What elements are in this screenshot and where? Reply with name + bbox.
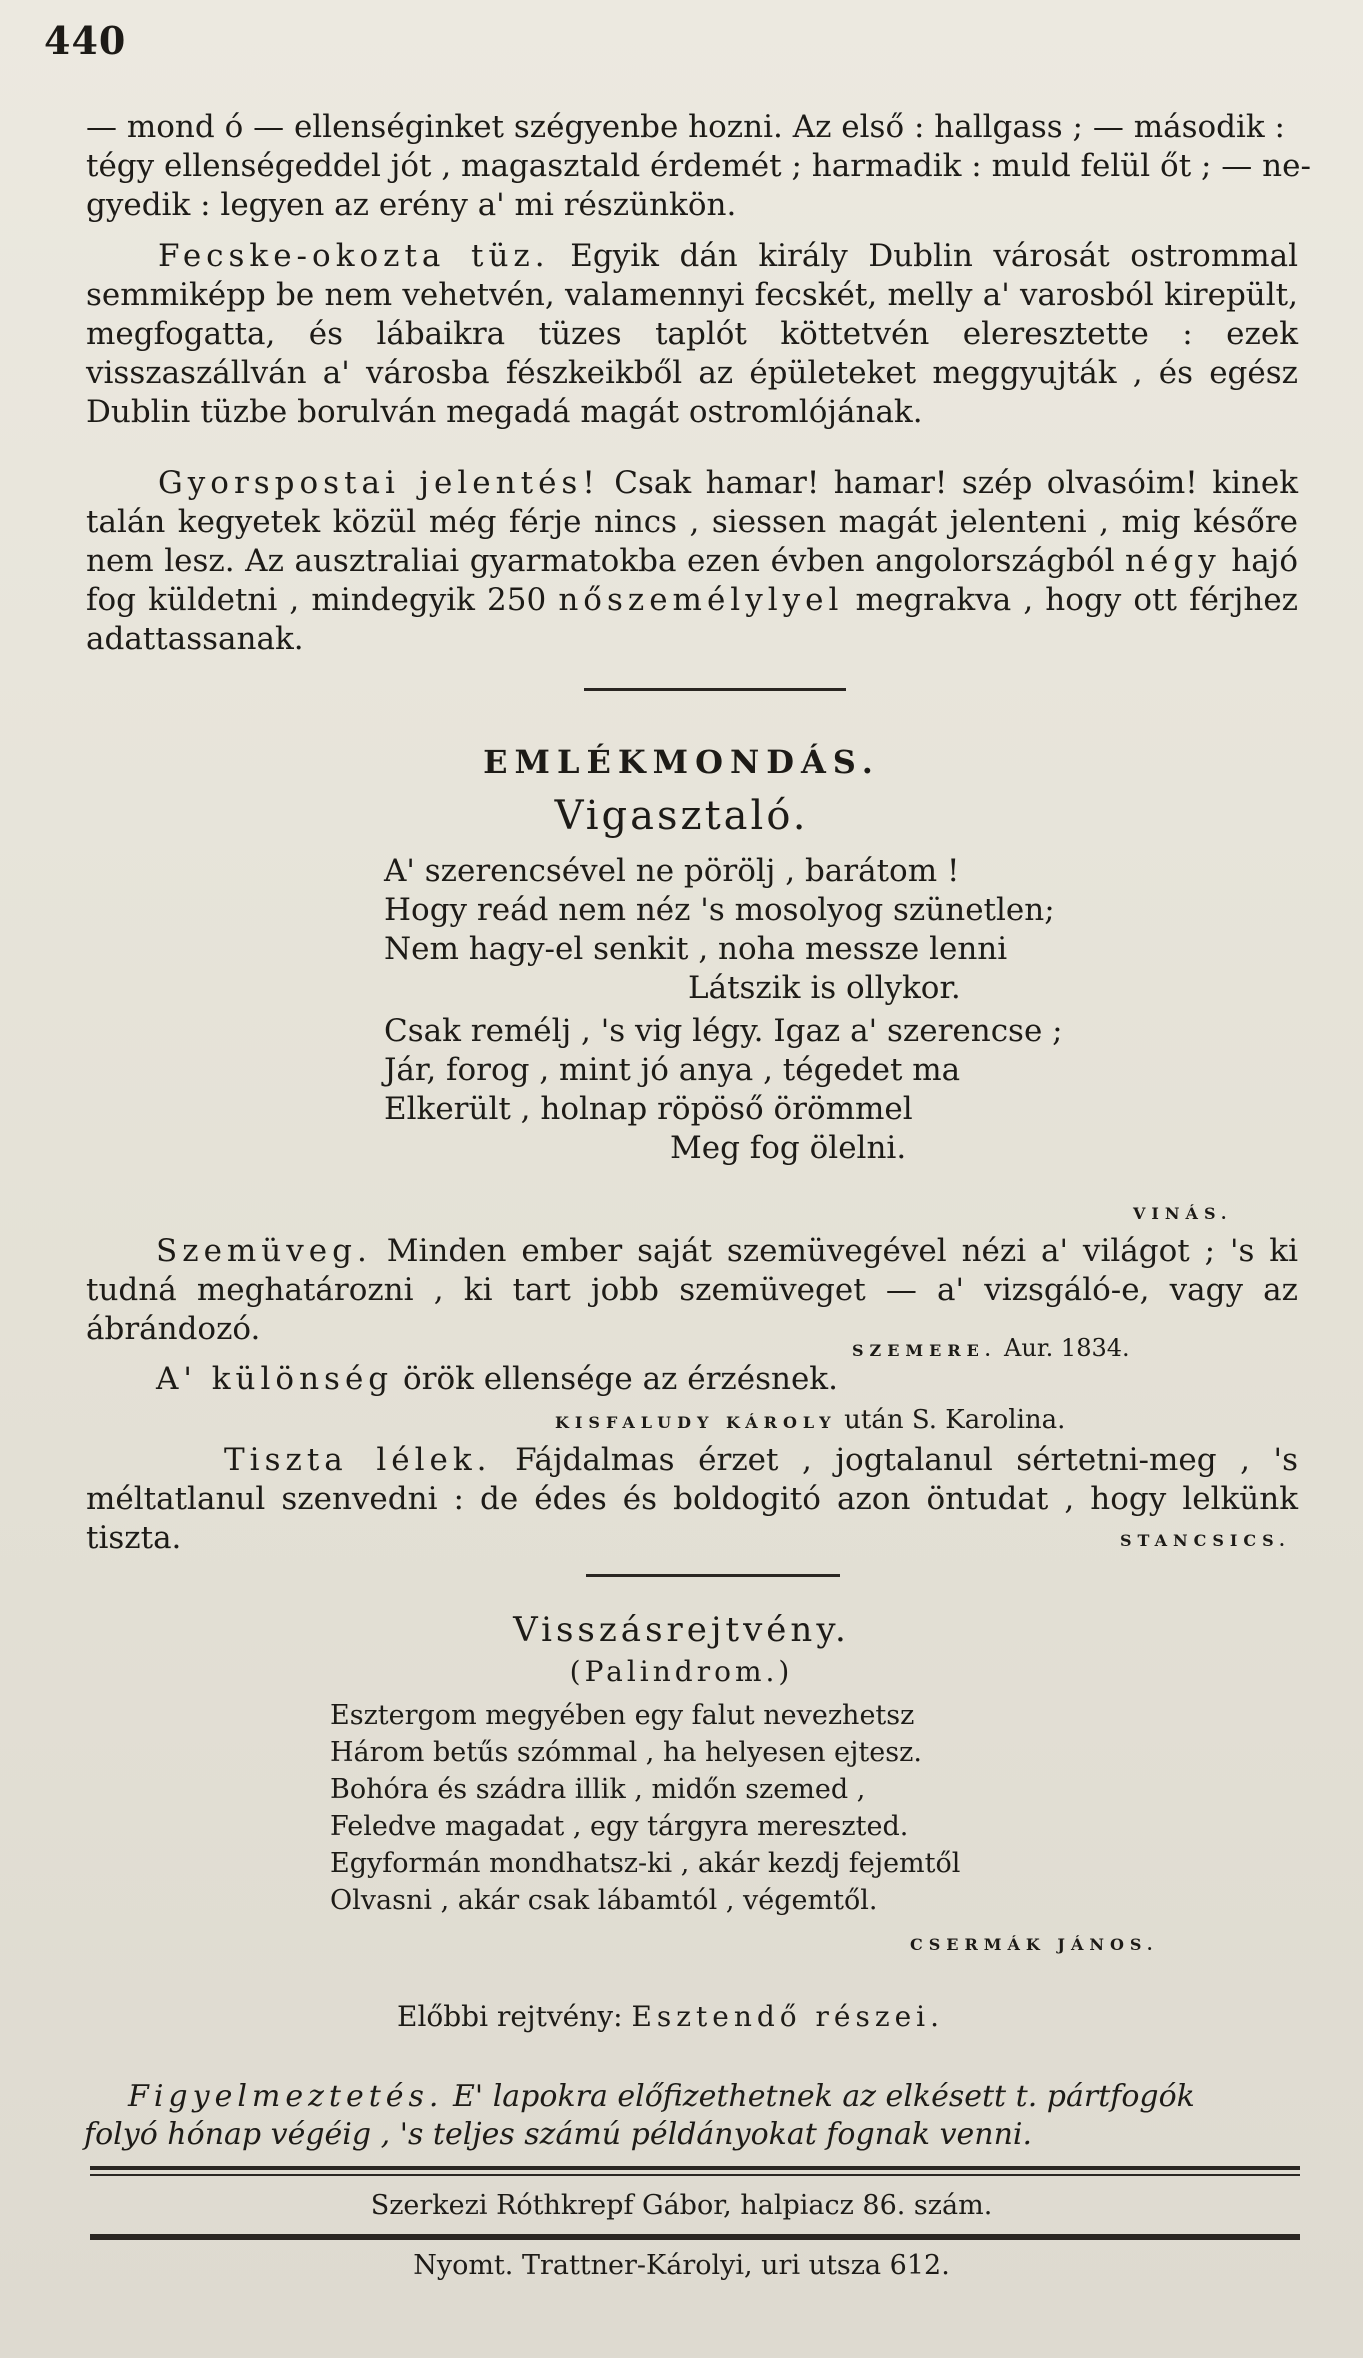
gyorsposta-text: hajó fog küldetni , mindegyik 250	[86, 543, 1299, 618]
signature: STANCSICS.	[1120, 1531, 1291, 1550]
gyorsposta-paragraph	[86, 464, 1298, 659]
verse-line: Esztergom megyében egy falut nevezhetsz	[330, 1700, 915, 1731]
divider	[586, 1574, 840, 1577]
szemuveg-text: Minden ember saját szemüvegével nézi a' világot ; 's ki tudná meghatározni , ki tart jobb szemüveget — a' vizsgáló-e, vagy az ábrándozó.	[86, 1233, 1298, 1347]
intro-line: — mond ó — ellenséginket szégyenbe hozni. Az első : hallgass ; — második :	[86, 109, 1285, 145]
poem-title: Vigasztaló.	[554, 793, 809, 839]
poem-line: Elkerült , holnap röpöső örömmel	[384, 1091, 913, 1127]
tiszta-title: Tiszta lélek.	[224, 1442, 492, 1478]
rejtveny-verse	[330, 1697, 960, 1919]
emlekmondas-heading: EMLÉKMONDÁS.	[483, 743, 880, 781]
signature-name: KISFALUDY KÁROLY	[555, 1413, 837, 1432]
page-number: 440	[44, 18, 127, 63]
elobbi-answer: Esztendő részei.	[631, 2000, 945, 2033]
gyorsposta-text: megrakva , hogy ott férjhez adattassanak.	[86, 582, 1298, 657]
verse-line: Három betűs szómmal , ha helyesen ejtesz.	[330, 1737, 922, 1768]
editor-line: Szerkezi Róthkrepf Gábor, halpiacz 86. szám.	[370, 2190, 993, 2221]
footer-rule	[90, 2234, 1300, 2240]
rejtveny-heading: Visszásrejtvény.	[513, 1610, 850, 1650]
gyorsposta-emph: négy	[1125, 543, 1221, 579]
poem-line: Látszik is ollykor.	[688, 970, 961, 1006]
poem-line: Hogy reád nem néz 's mosolyog szünetlen;	[384, 892, 1055, 928]
kulonseg-line	[156, 1361, 838, 1397]
divider	[584, 688, 846, 691]
signature-rest: után S. Karolina.	[844, 1405, 1066, 1435]
gyorsposta-text: Csak hamar! hamar! szép olvasóim! kinek talán kegyetek közül még férje nincs , siessen magát jelenteni , mig későre nem lesz. Az ausztraliai gyarmatokba ezen évben angolországból	[86, 465, 1298, 579]
signature-date: Aur. 1834.	[1004, 1334, 1130, 1362]
verse-line: Egyformán mondhatsz-ki , akár kezdj fejemtől	[330, 1848, 961, 1879]
szemuveg-title: Szemüveg.	[156, 1233, 372, 1269]
gyorsposta-title: Gyorspostai jelentés!	[158, 465, 600, 501]
verse-line: Olvasni , akár csak lábamtól , végemtől.	[330, 1885, 878, 1916]
poem-line: Jár, forog , mint jó anya , tégedet ma	[384, 1052, 961, 1088]
signature: CSERMÁK JÁNOS.	[910, 1935, 1159, 1954]
kulonseg-text: örök ellensége az érzésnek.	[393, 1361, 838, 1397]
fecske-title: Fecske-okozta tüz.	[158, 238, 550, 274]
poem-line: A' szerencsével ne pörölj , barátom !	[384, 853, 960, 889]
intro-line: gyedik : legyen az erény a' mi részünkön.	[86, 187, 737, 223]
intro-block	[86, 108, 1311, 225]
kulonseg-title: A' különség	[156, 1361, 394, 1397]
verse-line: Feledve magadat , egy tárgyra mereszted.	[330, 1811, 909, 1842]
verse-line: Bohóra és szádra illik , midőn szemed ,	[330, 1774, 866, 1805]
szemuveg-signature	[852, 1334, 1130, 1362]
tiszta-paragraph	[86, 1441, 1298, 1558]
figyelmeztetes-line: Figyelmeztetés. E' lapokra előfizethetnek az elkésett t. pártfogók	[128, 2079, 1195, 2114]
figyelmeztetes-line: folyó hónap végéig , 's teljes számú példányokat fognak venni.	[84, 2117, 1033, 2152]
footer-rule	[90, 2174, 1300, 2176]
intro-line: tégy ellenségeddel jót , magasztald érdemét ; harmadik : muld felül őt ; — ne-	[86, 148, 1311, 184]
footer-rule	[90, 2166, 1300, 2170]
poem-stanza	[384, 852, 1063, 1168]
fecske-paragraph	[86, 237, 1298, 432]
fecske-text: Egyik dán király Dublin városát ostrommal semmiképp be nem vehetvén, valamennyi fecskét, melly a' varosból kirepült, megfogatta, és lábaikra tüzes taplót köttetvén eleresztette : ezek visszaszállván a' városba fészkeikből az épületeket meggyujták , és egész Dublin tüzbe borulván megadá magát ostromlójának.	[86, 238, 1299, 430]
printer-line: Nyomt. Trattner-Károlyi, uri utsza 612.	[413, 2250, 950, 2281]
figyelmeztetes-block	[84, 2078, 1195, 2154]
rejtveny-subheading: (Palindrom.)	[569, 1655, 794, 1688]
poem-line: Csak remélj , 's vig légy. Igaz a' szerencse ;	[384, 1013, 1063, 1049]
tiszta-text: Fájdalmas érzet , jogtalanul sértetni-meg , 's méltatlanul szenvedni : de édes és boldogitó azon öntudat , hogy lelkünk tiszta.	[86, 1442, 1298, 1556]
szemuveg-paragraph	[86, 1232, 1298, 1349]
poem-line: Meg fog ölelni.	[670, 1130, 907, 1166]
gyorsposta-emph: nőszemélylyel	[558, 582, 844, 618]
signature-name: SZEMERE.	[852, 1341, 997, 1360]
elobbi-label: Előbbi rejtvény:	[397, 2000, 623, 2033]
poem-line: Nem hagy-el senkit , noha messze lenni	[384, 931, 1008, 967]
signature: VINÁS.	[1133, 1204, 1233, 1223]
kulonseg-signature	[555, 1405, 1065, 1435]
elobbi-line	[397, 2000, 944, 2033]
